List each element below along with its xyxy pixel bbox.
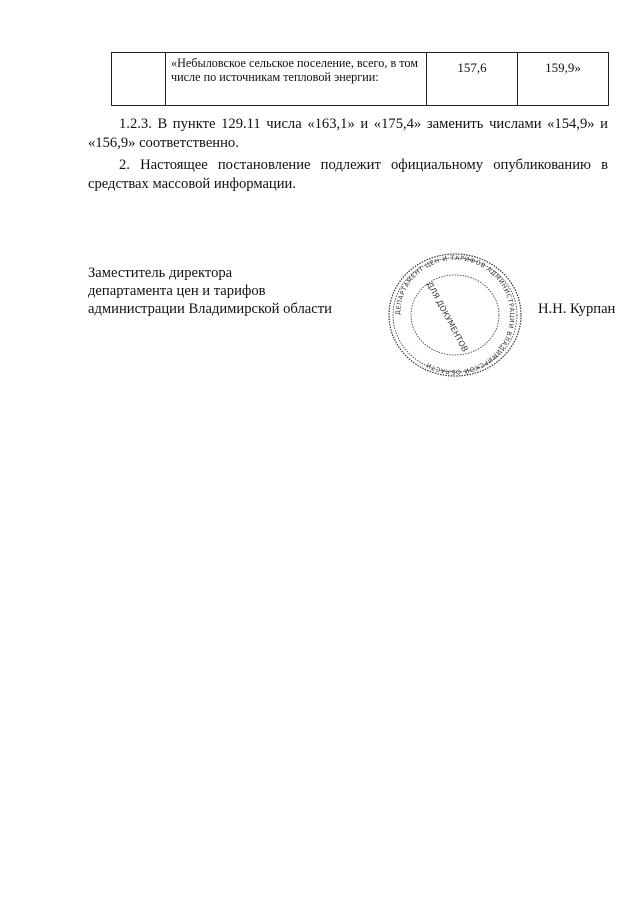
stamp-outer-text: ДЕПАРТАМЕНТ ЦЕН И ТАРИФОВ АДМИНИСТРАЦИИ ВЛАДИМИРСКОЙ ОБЛАСТИ bbox=[394, 254, 516, 376]
table-row bbox=[112, 53, 609, 106]
signer-position bbox=[88, 264, 332, 318]
official-stamp bbox=[385, 250, 525, 380]
signer-position-line-3: администрации Владимирской области bbox=[88, 301, 332, 317]
table-cell-empty bbox=[112, 53, 166, 106]
paragraph-amendment: 1.2.3. В пункте 129.11 числа «163,1» и «175,4» заменить числами «154,9» и «156,9» соответственно. bbox=[88, 116, 608, 151]
signer-name: Н.Н. Курпан bbox=[538, 301, 616, 317]
table-cell-description: «Небыловское сельское поселение, всего, в том числе по источникам тепловой энергии: bbox=[166, 53, 427, 106]
table-cell-value-1: 157,6 bbox=[427, 53, 518, 106]
stamp-inner-text: ДЛЯ ДОКУМЕНТОВ bbox=[424, 280, 470, 354]
table-cell-value-2: 159,9» bbox=[518, 53, 609, 106]
paragraph-publication: 2. Настоящее постановление подлежит официальному опубликованию в средствах массовой информации. bbox=[88, 157, 608, 192]
signer-position-line-2: департамента цен и тарифов bbox=[88, 283, 266, 299]
tariff-table bbox=[111, 52, 609, 106]
signer-position-line-1: Заместитель директора bbox=[88, 265, 233, 281]
